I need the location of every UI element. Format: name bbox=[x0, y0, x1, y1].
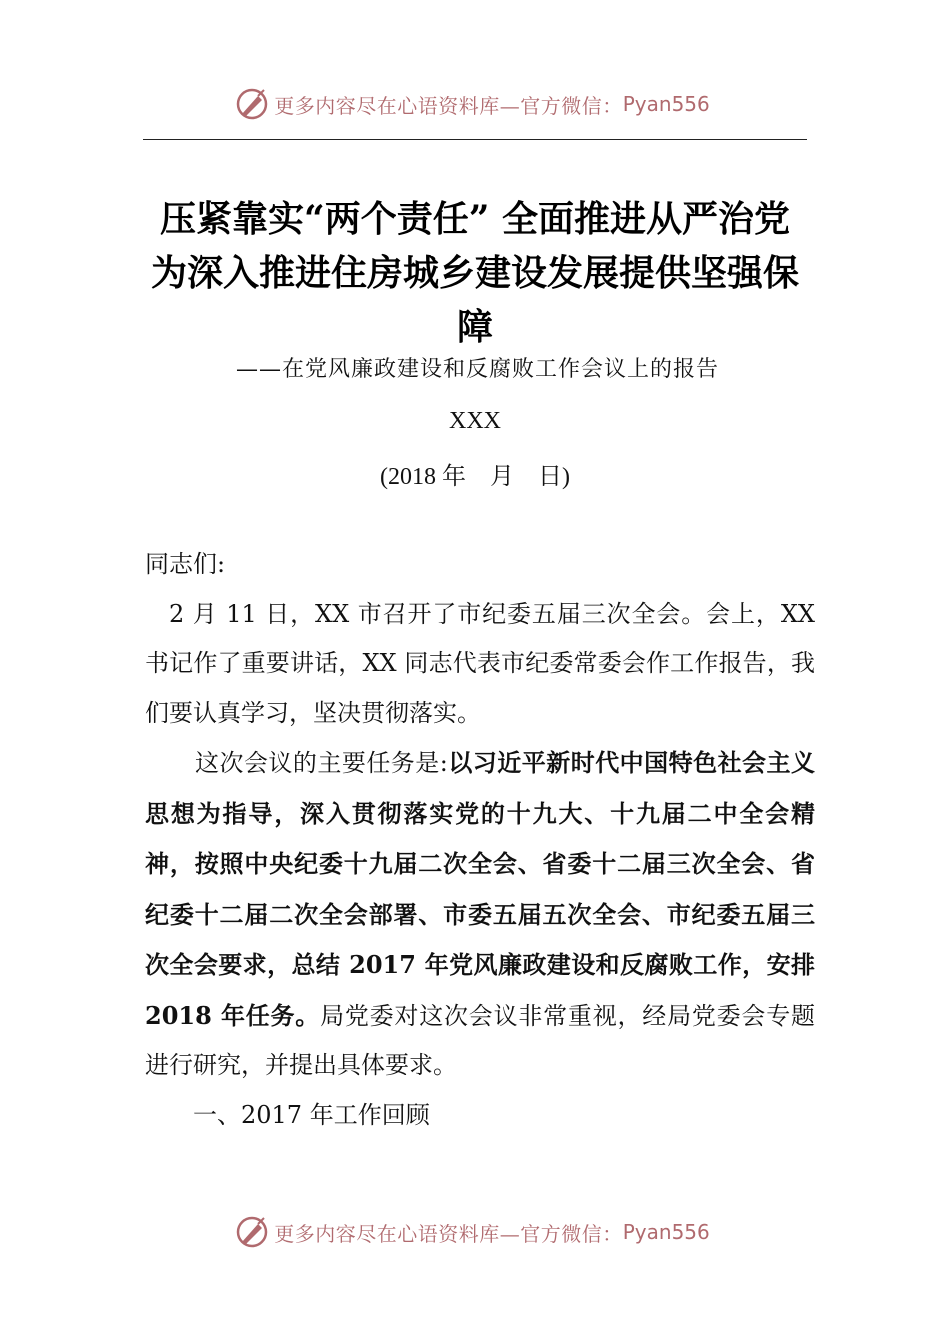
watermark-header bbox=[0, 84, 950, 124]
greeting: 同志们: bbox=[145, 550, 226, 578]
watermark-footer bbox=[0, 1212, 950, 1252]
document-title bbox=[140, 192, 810, 354]
report-date: (2018 年 月 日) bbox=[380, 464, 570, 490]
watermark-wechat-id: Pyan556 bbox=[622, 1220, 710, 1244]
title-line-3: 障 bbox=[456, 306, 493, 348]
paragraph-2-lead: 这次会议的主要任务是: bbox=[195, 749, 448, 777]
header-rule bbox=[143, 139, 807, 140]
section-heading-1: 一、2017 年工作回顾 bbox=[193, 1100, 430, 1129]
paragraph-1: 2 月 11 日，XX 市召开了市纪委五届三次全会。会上，XX 书记作了重要讲话，XX 同志代表市纪委常委会作工作报告，我们要认真学习，坚决贯彻落实。 bbox=[145, 599, 815, 727]
document-body bbox=[145, 540, 815, 1140]
pen-logo-icon bbox=[234, 86, 270, 122]
pen-logo-icon bbox=[234, 1214, 270, 1250]
paragraph-2-bold: 以习近平新时代中国特色社会主义思想为指导，深入贯彻落实党的十九大、十九届二中全会精神，按照中央纪委十九届二次全会、省委十二届三次全会、省纪委十二届二次全会部署、市委五届五次全会、市纪委五届三次全会要求，总结 2017 年党风廉政建设和反腐败工作，安排 2018 年任务。 bbox=[145, 748, 816, 1030]
watermark-wechat-id: Pyan556 bbox=[622, 92, 710, 116]
paragraph-2 bbox=[145, 738, 815, 1091]
title-line-1: 压紧靠实“两个责任” 全面推进从严治党 bbox=[160, 198, 790, 240]
title-line-2: 为深入推进住房城乡建设发展提供坚强保 bbox=[150, 252, 799, 294]
watermark-text: 更多内容尽在心语资料库—官方微信： bbox=[274, 93, 623, 118]
document-subtitle: ——在党风廉政建设和反腐败工作会议上的报告 bbox=[236, 357, 720, 382]
paragraph-2-tail: 局党委对这次会议非常重视，经局党委会专题进行研究，并提出具体要求。 bbox=[145, 1001, 815, 1079]
author-name: XXX bbox=[449, 408, 501, 434]
watermark-text: 更多内容尽在心语资料库—官方微信： bbox=[274, 1221, 623, 1246]
